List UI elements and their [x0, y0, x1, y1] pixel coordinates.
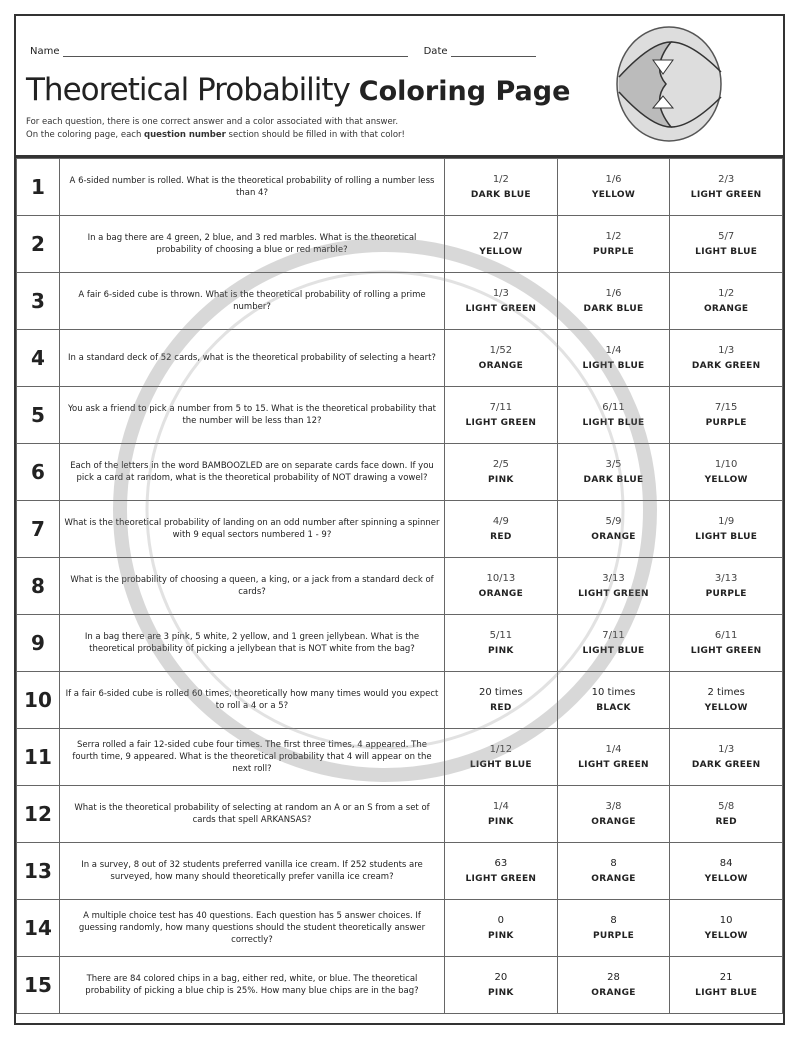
answer-color: DARK BLUE — [583, 304, 644, 314]
answer-choice[interactable] — [557, 558, 670, 615]
answer-value: 1/4 — [605, 744, 622, 755]
answer-value: 2 times — [707, 687, 745, 698]
answer-value: 20 — [494, 972, 508, 983]
answer-choice[interactable] — [557, 273, 670, 330]
answer-value: 8 — [610, 858, 617, 869]
answer-choice[interactable] — [557, 444, 670, 501]
answer-choice[interactable] — [670, 501, 783, 558]
answer-value: 1/2 — [492, 174, 509, 185]
answer-value: 63 — [494, 858, 508, 869]
answer-value: 1/6 — [605, 174, 622, 185]
answer-value: 10 — [719, 915, 733, 926]
answer-value: 3/5 — [605, 459, 622, 470]
answer-value: 20 times — [479, 687, 523, 698]
instructions-line-1: For each question, there is one correct answer and a color associated with that answer. — [26, 117, 399, 127]
answer-color: LIGHT GREEN — [690, 190, 762, 200]
question-number: 12 — [17, 786, 60, 843]
question-number: 9 — [17, 615, 60, 672]
answer-choice[interactable] — [557, 330, 670, 387]
answer-color: DARK GREEN — [691, 760, 761, 770]
answer-color: YELLOW — [591, 190, 636, 200]
answer-color: PINK — [488, 646, 514, 656]
question-text: There are 84 colored chips in a bag, either red, white, or blue. The theoretical probability of picking a blue chip is 25%. How many blue chips are in the bag? — [59, 957, 444, 1014]
question-number: 1 — [17, 159, 60, 216]
date-field[interactable] — [451, 46, 536, 57]
question-row — [17, 786, 783, 843]
answer-color: ORANGE — [703, 304, 749, 314]
answer-choice[interactable] — [445, 729, 558, 786]
answer-value: 1/4 — [605, 345, 622, 356]
answer-color: PINK — [488, 817, 514, 827]
answer-color: ORANGE — [478, 589, 524, 599]
answer-choice[interactable] — [670, 273, 783, 330]
answer-color: DARK BLUE — [583, 475, 644, 485]
question-number: 4 — [17, 330, 60, 387]
title-part-2: Coloring Page — [358, 76, 571, 107]
answer-value: 1/2 — [718, 288, 735, 299]
answer-value: 1/3 — [718, 345, 735, 356]
answer-value: 10/13 — [486, 573, 516, 584]
answer-color: BLACK — [596, 703, 631, 713]
question-text: Each of the letters in the word BAMBOOZLED are on separate cards face down. If you pick a card at random, what is the theoretical probability of NOT drawing a vowel? — [59, 444, 444, 501]
question-number: 5 — [17, 387, 60, 444]
answer-choice[interactable] — [445, 957, 558, 1014]
question-text: What is the theoretical probability of landing on an odd number after spinning a spinner with 9 equal sectors numbered 1 - 9? — [59, 501, 444, 558]
name-field[interactable] — [63, 46, 408, 57]
answer-value: 7/11 — [602, 630, 625, 641]
answer-choice[interactable] — [557, 786, 670, 843]
answer-value: 1/9 — [718, 516, 735, 527]
question-row — [17, 843, 783, 900]
answer-choice[interactable] — [445, 330, 558, 387]
answer-color: ORANGE — [591, 817, 636, 827]
answer-choice[interactable] — [670, 729, 783, 786]
answer-value: 1/4 — [492, 801, 509, 812]
answer-choice[interactable] — [445, 444, 558, 501]
answer-color: RED — [490, 532, 512, 542]
answer-color: LIGHT GREEN — [690, 646, 762, 656]
answer-color: PURPLE — [592, 931, 635, 941]
answer-value: 5/9 — [605, 516, 622, 527]
question-row — [17, 159, 783, 216]
answer-color: LIGHT GREEN — [578, 760, 649, 770]
answer-value: 1/52 — [489, 345, 513, 356]
question-number: 6 — [17, 444, 60, 501]
question-text: A 6-sided number is rolled. What is the theoretical probability of rolling a number less than 4? — [59, 159, 444, 216]
answer-choice[interactable] — [445, 501, 558, 558]
answer-color: LIGHT BLUE — [582, 418, 645, 428]
answer-color: YELLOW — [704, 931, 748, 941]
answer-color: YELLOW — [479, 247, 523, 257]
answer-choice[interactable] — [445, 387, 558, 444]
answer-color: LIGHT GREEN — [465, 874, 537, 884]
answer-choice[interactable] — [445, 786, 558, 843]
answer-choice[interactable] — [557, 843, 670, 900]
answer-color: LIGHT GREEN — [578, 589, 649, 599]
date-label: Date — [423, 46, 448, 57]
answer-choice[interactable] — [557, 729, 670, 786]
answer-color: LIGHT BLUE — [695, 532, 758, 542]
worksheet-header — [16, 16, 783, 158]
answer-color: RED — [490, 703, 512, 713]
question-text: A multiple choice test has 40 questions. Each question has 5 answer choices. If guessing randomly, how many questions should the student theoretically answer correctly? — [59, 900, 444, 957]
answer-color: LIGHT BLUE — [582, 361, 645, 371]
instr-text: On the coloring page, each — [26, 130, 145, 140]
answer-choice[interactable] — [670, 786, 783, 843]
answer-choice[interactable] — [445, 216, 558, 273]
question-row — [17, 615, 783, 672]
answer-color: PINK — [488, 931, 514, 941]
question-row — [17, 672, 783, 729]
answer-choice[interactable] — [445, 672, 558, 729]
answer-color: PINK — [488, 988, 514, 998]
instructions-line-2 — [26, 129, 405, 142]
answer-color: YELLOW — [704, 475, 748, 485]
answer-color: RED — [715, 817, 737, 827]
instructions — [26, 116, 405, 142]
answer-choice[interactable] — [670, 387, 783, 444]
answer-color: YELLOW — [704, 874, 748, 884]
answer-value: 1/3 — [492, 288, 509, 299]
answer-color: ORANGE — [591, 988, 636, 998]
answer-color: LIGHT BLUE — [695, 988, 758, 998]
answer-choice[interactable] — [670, 558, 783, 615]
question-text: In a survey, 8 out of 32 students preferred vanilla ice cream. If 252 students are surveyed, how many should theoretically prefer vanilla ice cream? — [59, 843, 444, 900]
answer-color: LIGHT GREEN — [465, 418, 537, 428]
answer-choice[interactable] — [445, 159, 558, 216]
question-number: 3 — [17, 273, 60, 330]
answer-value: 10 times — [591, 687, 636, 698]
answer-color: LIGHT BLUE — [582, 646, 645, 656]
answer-color: YELLOW — [704, 703, 748, 713]
question-text: A fair 6-sided cube is thrown. What is the theoretical probability of rolling a prime number? — [59, 273, 444, 330]
answer-choice[interactable] — [445, 615, 558, 672]
answer-color: ORANGE — [591, 532, 636, 542]
answer-color: PURPLE — [592, 247, 635, 257]
answer-color: PURPLE — [705, 589, 747, 599]
question-number: 14 — [17, 900, 60, 957]
answer-choice[interactable] — [557, 216, 670, 273]
answer-value: 8 — [610, 915, 617, 926]
answer-choice[interactable] — [445, 843, 558, 900]
answer-color: ORANGE — [591, 874, 636, 884]
answer-choice[interactable] — [557, 900, 670, 957]
question-number: 15 — [17, 957, 60, 1014]
title-part-1: Theoretical Probability — [26, 72, 350, 108]
answer-value: 4/9 — [492, 516, 509, 527]
name-label: Name — [30, 46, 60, 57]
question-row — [17, 273, 783, 330]
question-text: In a standard deck of 52 cards, what is the theoretical probability of selecting a heart? — [59, 330, 444, 387]
instr-text: section should be filled in with that color! — [225, 130, 405, 140]
answer-choice[interactable] — [670, 159, 783, 216]
answer-value: 21 — [719, 972, 733, 983]
answer-value: 2/5 — [492, 459, 509, 470]
question-number: 13 — [17, 843, 60, 900]
answer-choice[interactable] — [445, 558, 558, 615]
answer-choice[interactable] — [670, 843, 783, 900]
answer-choice[interactable] — [670, 957, 783, 1014]
answer-choice[interactable] — [670, 615, 783, 672]
question-row — [17, 444, 783, 501]
answer-choice[interactable] — [670, 444, 783, 501]
answer-choice[interactable] — [557, 159, 670, 216]
question-number: 10 — [17, 672, 60, 729]
answer-value: 5/8 — [718, 801, 735, 812]
answer-choice[interactable] — [445, 900, 558, 957]
question-row — [17, 900, 783, 957]
page-title — [26, 72, 570, 108]
answer-value: 6/11 — [602, 402, 625, 413]
spirograph-logo-icon — [611, 22, 731, 147]
answer-choice[interactable] — [557, 615, 670, 672]
question-number: 7 — [17, 501, 60, 558]
answer-color: DARK BLUE — [470, 190, 531, 200]
question-text: If a fair 6-sided cube is rolled 60 times, theoretically how many times would you expect to roll a 4 or a 5? — [59, 672, 444, 729]
answer-value: 1/3 — [718, 744, 735, 755]
answer-choice[interactable] — [670, 216, 783, 273]
answer-color: PURPLE — [705, 418, 747, 428]
question-row — [17, 501, 783, 558]
answer-color: DARK GREEN — [691, 361, 761, 371]
question-number: 8 — [17, 558, 60, 615]
question-row — [17, 558, 783, 615]
answer-value: 7/15 — [714, 402, 738, 413]
answer-color: ORANGE — [478, 361, 524, 371]
answer-value: 28 — [607, 972, 620, 983]
question-text: In a bag there are 3 pink, 5 white, 2 yellow, and 1 green jellybean. What is the theoretical probability of picking a jellybean that is NOT white from the bag? — [59, 615, 444, 672]
question-row — [17, 957, 783, 1014]
question-text: What is the theoretical probability of selecting at random an A or an S from a set of cards that spell ARKANSAS? — [59, 786, 444, 843]
answer-value: 1/2 — [605, 231, 622, 242]
answer-color: LIGHT BLUE — [695, 247, 758, 257]
name-date-row — [30, 46, 536, 57]
questions-table — [16, 158, 783, 1014]
answer-choice[interactable] — [670, 330, 783, 387]
answer-value: 5/11 — [489, 630, 513, 641]
question-row — [17, 729, 783, 786]
answer-value: 7/11 — [489, 402, 513, 413]
answer-value: 1/12 — [489, 744, 513, 755]
answer-value: 1/6 — [605, 288, 622, 299]
answer-value: 84 — [719, 858, 733, 869]
answer-value: 2/3 — [718, 174, 735, 185]
answer-value: 1/10 — [714, 459, 738, 470]
answer-choice[interactable] — [557, 672, 670, 729]
answer-color: LIGHT BLUE — [469, 760, 532, 770]
answer-value: 3/8 — [605, 801, 622, 812]
answer-value: 5/7 — [718, 231, 735, 242]
answer-choice[interactable] — [670, 672, 783, 729]
question-row — [17, 330, 783, 387]
instr-bold: question number — [144, 130, 226, 140]
answer-color: PINK — [488, 475, 514, 485]
answer-value: 3/13 — [602, 573, 625, 584]
question-text: Serra rolled a fair 12-sided cube four times. The first three times, 4 appeared. The fourth time, 9 appeared. What is the theoretical probability that 4 will appear on the next roll? — [59, 729, 444, 786]
answer-choice[interactable] — [557, 957, 670, 1014]
question-row — [17, 216, 783, 273]
answer-value: 2/7 — [492, 231, 509, 242]
question-text: What is the probability of choosing a queen, a king, or a jack from a standard deck of cards? — [59, 558, 444, 615]
answer-value: 3/13 — [714, 573, 738, 584]
answer-value: 6/11 — [714, 630, 738, 641]
answer-choice[interactable] — [670, 900, 783, 957]
answer-color: LIGHT GREEN — [465, 304, 537, 314]
answer-choice[interactable] — [445, 273, 558, 330]
answer-choice[interactable] — [557, 501, 670, 558]
question-row — [17, 387, 783, 444]
question-text: You ask a friend to pick a number from 5 to 15. What is the theoretical probability that the number will be less than 12? — [59, 387, 444, 444]
question-text: In a bag there are 4 green, 2 blue, and 3 red marbles. What is the theoretical probability of choosing a blue or red marble? — [59, 216, 444, 273]
question-number: 2 — [17, 216, 60, 273]
answer-value: 0 — [497, 915, 505, 926]
answer-choice[interactable] — [557, 387, 670, 444]
worksheet — [14, 14, 785, 1025]
question-number: 11 — [17, 729, 60, 786]
